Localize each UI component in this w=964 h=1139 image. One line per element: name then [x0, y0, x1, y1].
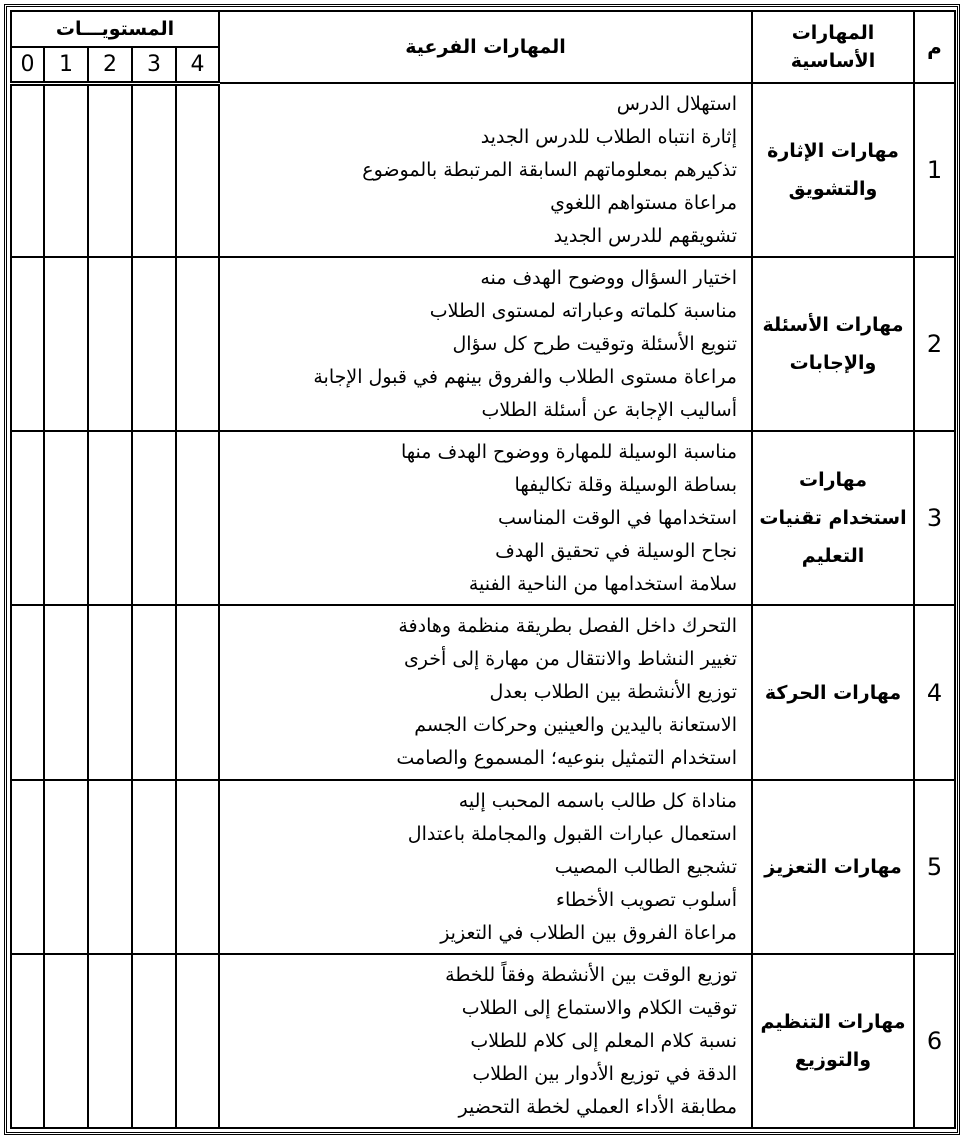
- sub-skill: توقيت الكلام والاستماع إلى الطلاب: [461, 996, 737, 1019]
- sub-skill: الاستعانة باليدين والعينين وحركات الجسم: [414, 714, 737, 737]
- level-cell-2[interactable]: [88, 257, 132, 431]
- sub-skill: توزيع الأنشطة بين الطلاب بعدل: [489, 681, 737, 704]
- sub-skill: أساليب الإجابة عن أسئلة الطلاب: [481, 399, 737, 422]
- level-cell-4[interactable]: [176, 605, 219, 779]
- level-cell-3[interactable]: [132, 605, 176, 779]
- sub-skill: أسلوب تصويب الأخطاء: [556, 888, 737, 911]
- table-row: [11, 431, 955, 605]
- level-1: 1: [44, 47, 88, 83]
- level-cell-2[interactable]: [88, 431, 132, 605]
- sub-skill: مراعاة مستواهم اللغوي: [550, 192, 737, 214]
- sub-skill: مراعاة مستوى الطلاب والفروق بينهم في قبول الإجابة: [313, 366, 737, 389]
- table-row: [11, 954, 955, 1128]
- sub-skills: [219, 257, 752, 431]
- basic-skill: مهارات التعزيز: [752, 780, 914, 954]
- row-number: 5: [914, 780, 955, 954]
- table-row: [11, 83, 955, 257]
- sub-skill: التحرك داخل الفصل بطريقة منظمة وهادفة: [398, 615, 737, 638]
- row-number: 1: [914, 83, 955, 257]
- sub-skill: تنويع الأسئلة وتوقيت طرح كل سؤال: [452, 333, 737, 356]
- sub-skill: اختيار السؤال ووضوح الهدف منه: [480, 267, 737, 290]
- header-number: م: [914, 11, 955, 83]
- sub-skill: إثارة انتباه الطلاب للدرس الجديد: [480, 126, 737, 148]
- level-cell-2[interactable]: [88, 780, 132, 954]
- table-row: [11, 257, 955, 431]
- sub-skill: مناسبة الوسيلة للمهارة ووضوح الهدف منها: [400, 441, 737, 464]
- header-basic-skills: [752, 11, 914, 83]
- level-cell-1[interactable]: [44, 780, 88, 954]
- level-cell-2[interactable]: [88, 954, 132, 1128]
- document-frame: [4, 4, 960, 1135]
- level-cell-1[interactable]: [44, 431, 88, 605]
- level-cell-4[interactable]: [176, 431, 219, 605]
- level-cell-0[interactable]: [11, 257, 44, 431]
- level-cell-3[interactable]: [132, 431, 176, 605]
- level-cell-1[interactable]: [44, 83, 88, 257]
- level-2: 2: [88, 47, 132, 83]
- sub-skill: تذكيرهم بمعلوماتهم السابقة المرتبطة بالموضوع: [362, 159, 737, 181]
- sub-skill: استعمال عبارات القبول والمجاملة باعتدال: [407, 822, 737, 845]
- table-row: [11, 605, 955, 779]
- sub-skill: نجاح الوسيلة في تحقيق الهدف: [495, 540, 737, 563]
- sub-skill: استخدام التمثيل بنوعيه؛ المسموع والصامت: [396, 747, 737, 770]
- sub-skill: سلامة استخدامها من الناحية الفنية: [468, 573, 737, 596]
- header-sub-skills: المهارات الفرعية: [219, 11, 752, 83]
- row-number: 2: [914, 257, 955, 431]
- level-cell-3[interactable]: [132, 257, 176, 431]
- level-cell-2[interactable]: [88, 605, 132, 779]
- table-row: [11, 780, 955, 954]
- sub-skill: الدقة في توزيع الأدوار بين الطلاب: [472, 1062, 737, 1085]
- sub-skills: [219, 431, 752, 605]
- sub-skill: تشويقهم للدرس الجديد: [553, 225, 737, 247]
- skills-evaluation-table: [10, 10, 956, 1129]
- level-cell-4[interactable]: [176, 780, 219, 954]
- level-cell-0[interactable]: [11, 605, 44, 779]
- basic-skill: مهارات الإثارة والتشويق: [752, 83, 914, 257]
- level-cell-1[interactable]: [44, 257, 88, 431]
- sub-skill: مراعاة الفروق بين الطلاب في التعزيز: [440, 921, 737, 944]
- sub-skill: بساطة الوسيلة وقلة تكاليفها: [514, 474, 737, 497]
- level-cell-0[interactable]: [11, 83, 44, 257]
- sub-skill: توزيع الوقت بين الأنشطة وفقاً للخطة: [445, 963, 737, 986]
- sub-skills: [219, 954, 752, 1128]
- sub-skills: [219, 605, 752, 779]
- sub-skill: مطابقة الأداء العملي لخطة التحضير: [458, 1095, 737, 1118]
- level-cell-4[interactable]: [176, 954, 219, 1128]
- level-cell-3[interactable]: [132, 83, 176, 257]
- row-number: 3: [914, 431, 955, 605]
- level-cell-1[interactable]: [44, 954, 88, 1128]
- level-cell-0[interactable]: [11, 431, 44, 605]
- sub-skill: استخدامها في الوقت المناسب: [498, 507, 737, 530]
- level-cell-3[interactable]: [132, 954, 176, 1128]
- sub-skill: مناسبة كلماته وعباراته لمستوى الطلاب: [429, 300, 737, 323]
- header-basic-skills-label: المهارات الأساسية: [790, 21, 876, 72]
- level-3: 3: [132, 47, 176, 83]
- level-cell-3[interactable]: [132, 780, 176, 954]
- sub-skill: تغيير النشاط والانتقال من مهارة إلى أخرى: [403, 648, 737, 671]
- level-cell-4[interactable]: [176, 83, 219, 257]
- basic-skill: مهارات التنظيم والتوزيع: [752, 954, 914, 1128]
- basic-skill: مهارات الأسئلة والإجابات: [752, 257, 914, 431]
- level-cell-4[interactable]: [176, 257, 219, 431]
- level-cell-0[interactable]: [11, 780, 44, 954]
- level-cell-0[interactable]: [11, 954, 44, 1128]
- sub-skill: نسبة كلام المعلم إلى كلام للطلاب: [470, 1029, 737, 1052]
- sub-skill: استهلال الدرس: [616, 93, 737, 115]
- header-levels: المستويـــات: [11, 11, 219, 47]
- sub-skill: مناداة كل طالب باسمه المحبب إليه: [458, 789, 737, 812]
- sub-skill: تشجيع الطالب المصيب: [554, 855, 737, 878]
- row-number: 6: [914, 954, 955, 1128]
- basic-skill: مهارات استخدام تقنيات التعليم: [752, 431, 914, 605]
- basic-skill: مهارات الحركة: [752, 605, 914, 779]
- sub-skills: [219, 780, 752, 954]
- row-number: 4: [914, 605, 955, 779]
- sub-skills: [219, 83, 752, 257]
- level-0: 0: [11, 47, 44, 83]
- level-cell-2[interactable]: [88, 83, 132, 257]
- level-cell-1[interactable]: [44, 605, 88, 779]
- level-4: 4: [176, 47, 219, 83]
